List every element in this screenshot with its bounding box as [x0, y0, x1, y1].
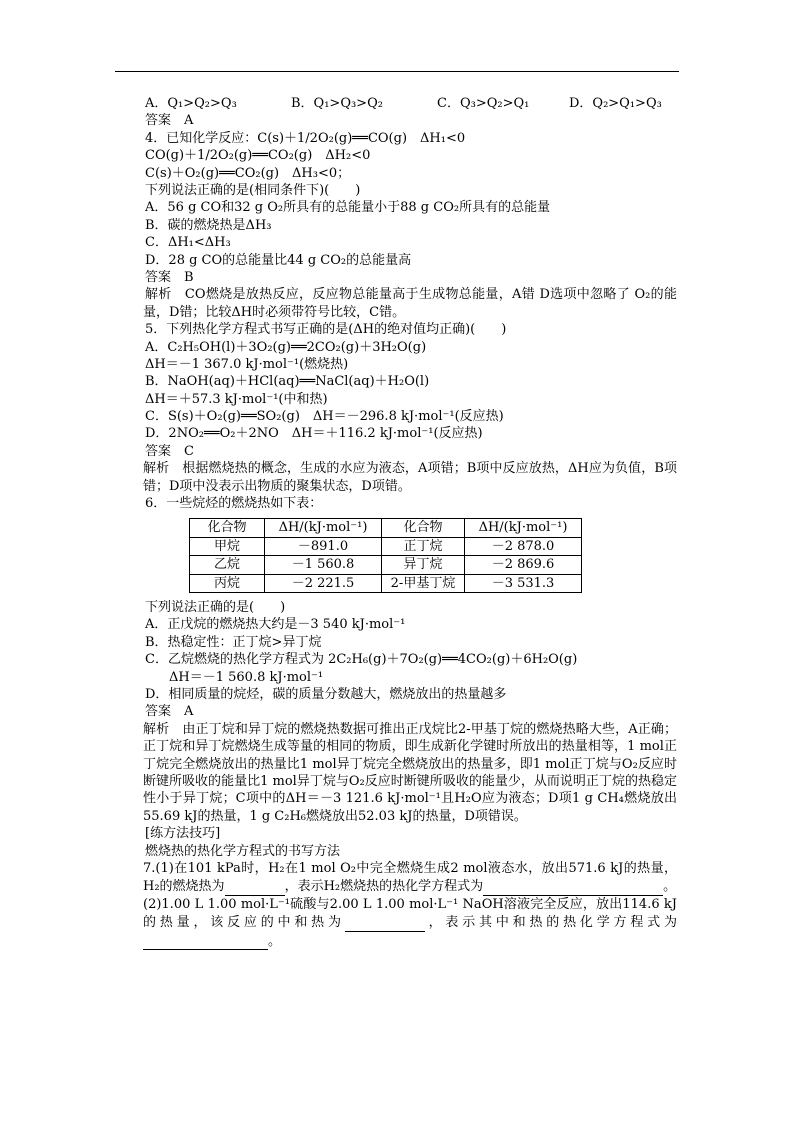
q5-option-b-dh: ΔH＝＋57.3 kJ·mol⁻¹(中和热) — [145, 391, 328, 407]
q5-option-d: D．2NO₂══O₂＋2NO ΔH＝＋116.2 kJ·mol⁻¹(反应热) — [145, 426, 483, 442]
table-cell: －2 869.6 — [465, 556, 582, 574]
q4-option-d: D．28 g CO的总能量比44 g CO₂的总能量高 — [145, 252, 412, 268]
q6-option-b: B．热稳定性：正丁烷>异丁烷 — [145, 634, 322, 650]
q7-part1-end: 。 — [663, 879, 677, 895]
q6-option-c-dh: ΔH＝－1 560.8 kJ·mol⁻¹ — [169, 669, 324, 685]
q4-analysis: 解析 CO燃烧是放热反应，反应物总能量高于生成物总能量，A错 D选项中忽略了 O₂的能量，D错；比较ΔH时必须带符号比较，C错。 — [143, 287, 677, 320]
q4-option-c: C．ΔH₁<ΔH₃ — [145, 235, 231, 251]
section-title: [练方法技巧] — [145, 826, 221, 842]
section-subtitle: 燃烧热的热化学方程式的书写方法 — [145, 843, 341, 859]
q5-option-a-dh: ΔH＝－1 367.0 kJ·mol⁻¹(燃烧热) — [145, 356, 349, 372]
q3-answer: 答案 A — [145, 113, 194, 129]
table-header-cell: ΔH/(kJ·mol⁻¹) — [265, 519, 382, 537]
q4-option-b: B．碳的燃烧热是ΔH₃ — [145, 217, 272, 233]
table-header-cell: 化合物 — [190, 519, 265, 537]
q3-options — [117, 95, 677, 112]
q4-question: 下列说法正确的是(相同条件下)( ) — [145, 182, 361, 198]
table-cell: －2 878.0 — [465, 537, 582, 555]
q3-option-b: B．Q₁>Q₃>Q₂ — [291, 96, 383, 111]
q7-part2 — [117, 896, 677, 950]
q4-equation-3: C(s)＋O₂(g)══CO₂(g) ΔH₃<0； — [145, 165, 351, 181]
q6-analysis: 解析 由正丁烷和异丁烷的燃烧热数据可推出正戊烷比2-甲基丁烷的燃烧热略大些，A正确；正丁烷和异丁烷燃烧生成等量的相同的物质，即生成新化学键时所放出的热量相等，1 mol正丁烷完全燃烧放出的热量比1 mol异丁烷完全燃烧放出的热量多，即1 mol正丁烷与O₂反应时断键所吸收的能量比1 mol异丁烷与O₂反应时断键所吸收的能量少，从而说明正丁烷的热稳定性小于异丁烷；C项中的ΔH＝－3 121.6 kJ·mol⁻¹且H₂O应为液态；D项1 g CH₄燃烧放出55.69 kJ的热量，1 g C₂H₆燃烧放出52.03 kJ的热量，D项错误。 — [143, 721, 677, 824]
document-body — [117, 95, 677, 950]
q5-option-c: C．S(s)＋O₂(g)══SO₂(g) ΔH＝－296.8 kJ·mol⁻¹(反应热) — [145, 409, 504, 425]
table-cell: －891.0 — [265, 537, 382, 555]
q3-option-d: D．Q₂>Q₁>Q₃ — [569, 96, 662, 111]
table-header-cell: 化合物 — [382, 519, 465, 537]
q7-part2-text-a: (2)1.00 L 1.00 mol·L⁻¹硫酸与2.00 L 1.00 mol·L⁻¹ NaOH溶液完全反应，放出114.6 kJ的热量，该反应的中和热为 — [143, 896, 677, 931]
q6-answer: 答案 A — [145, 704, 194, 720]
table-cell: －2 221.5 — [265, 574, 382, 592]
q7-part1-text-b: ，表示H₂燃烧热的热化学方程式为 — [284, 879, 484, 895]
q7-part2-text-b: ，表示其中和热的热化学方程式为 — [424, 915, 677, 931]
table-cell: 2-甲基丁烷 — [382, 574, 465, 592]
table-cell: 异丁烷 — [382, 556, 465, 574]
q3-option-c: C．Q₃>Q₂>Q₁ — [437, 96, 530, 111]
q5-option-a: A．C₂H₅OH(l)＋3O₂(g)══2CO₂(g)＋3H₂O(g) — [145, 339, 427, 355]
table-cell: 乙烷 — [190, 556, 265, 574]
table-header-cell: ΔH/(kJ·mol⁻¹) — [465, 519, 582, 537]
q7-part1-text-a: 7.(1)在101 kPa时，H₂在1 mol O₂中完全燃烧生成2 mol液态水，放出571.6 kJ的热量，H₂的燃烧热为 — [143, 861, 677, 895]
q6-option-c: C．乙烷燃烧的热化学方程式为 2C₂H₆(g)＋7O₂(g)══4CO₂(g)＋6H₂O(g) — [145, 652, 578, 668]
table-row — [190, 574, 582, 592]
combustion-heat-table — [189, 518, 582, 593]
table-header-row — [190, 519, 582, 537]
q5-option-b: B．NaOH(aq)＋HCl(aq)══NaCl(aq)＋H₂O(l) — [145, 374, 430, 390]
q3-option-a: A．Q₁>Q₂>Q₃ — [145, 96, 237, 111]
table-cell: －3 531.3 — [465, 574, 582, 592]
answer-blank[interactable] — [345, 913, 425, 931]
table-cell: 丙烷 — [190, 574, 265, 592]
answer-blank[interactable] — [483, 877, 663, 895]
answer-blank[interactable] — [225, 877, 285, 895]
table-cell: 正丁烷 — [382, 537, 465, 555]
q5-stem: 5．下列热化学方程式书写正确的是(ΔH的绝对值均正确)( ) — [145, 322, 507, 338]
q4-answer: 答案 B — [145, 269, 194, 285]
q6-option-d: D．相同质量的烷烃，碳的质量分数越大，燃烧放出的热量越多 — [145, 687, 507, 703]
table-cell: －1 560.8 — [265, 556, 382, 574]
q5-answer: 答案 C — [145, 443, 194, 459]
q4-stem: 4．已知化学反应：C(s)＋1/2O₂(g)══CO(g) ΔH₁<0 — [145, 130, 466, 146]
answer-blank[interactable] — [143, 932, 268, 950]
q6-question: 下列说法正确的是( ) — [145, 600, 286, 616]
q6-option-a: A．正戊烷的燃烧热大约是－3 540 kJ·mol⁻¹ — [145, 617, 406, 633]
table-cell: 甲烷 — [190, 537, 265, 555]
q5-analysis: 解析 根据燃烧热的概念，生成的水应为液态，A项错；B项中反应放热，ΔH应为负值，B项错；D项中没表示出物质的聚集状态，D项错。 — [143, 461, 677, 494]
q4-equation-2: CO(g)＋1/2O₂(g)══CO₂(g) ΔH₂<0 — [145, 148, 371, 164]
table-row — [190, 537, 582, 555]
q6-stem: 6．一些烷烃的燃烧热如下表： — [145, 496, 323, 512]
q7-part2-end: 。 — [268, 933, 282, 949]
header-rule — [115, 71, 679, 72]
q4-option-a: A．56 g CO和32 g O₂所具有的总能量小于88 g CO₂所具有的总能量 — [145, 200, 551, 216]
q7-part1 — [117, 860, 677, 896]
table-row — [190, 556, 582, 574]
